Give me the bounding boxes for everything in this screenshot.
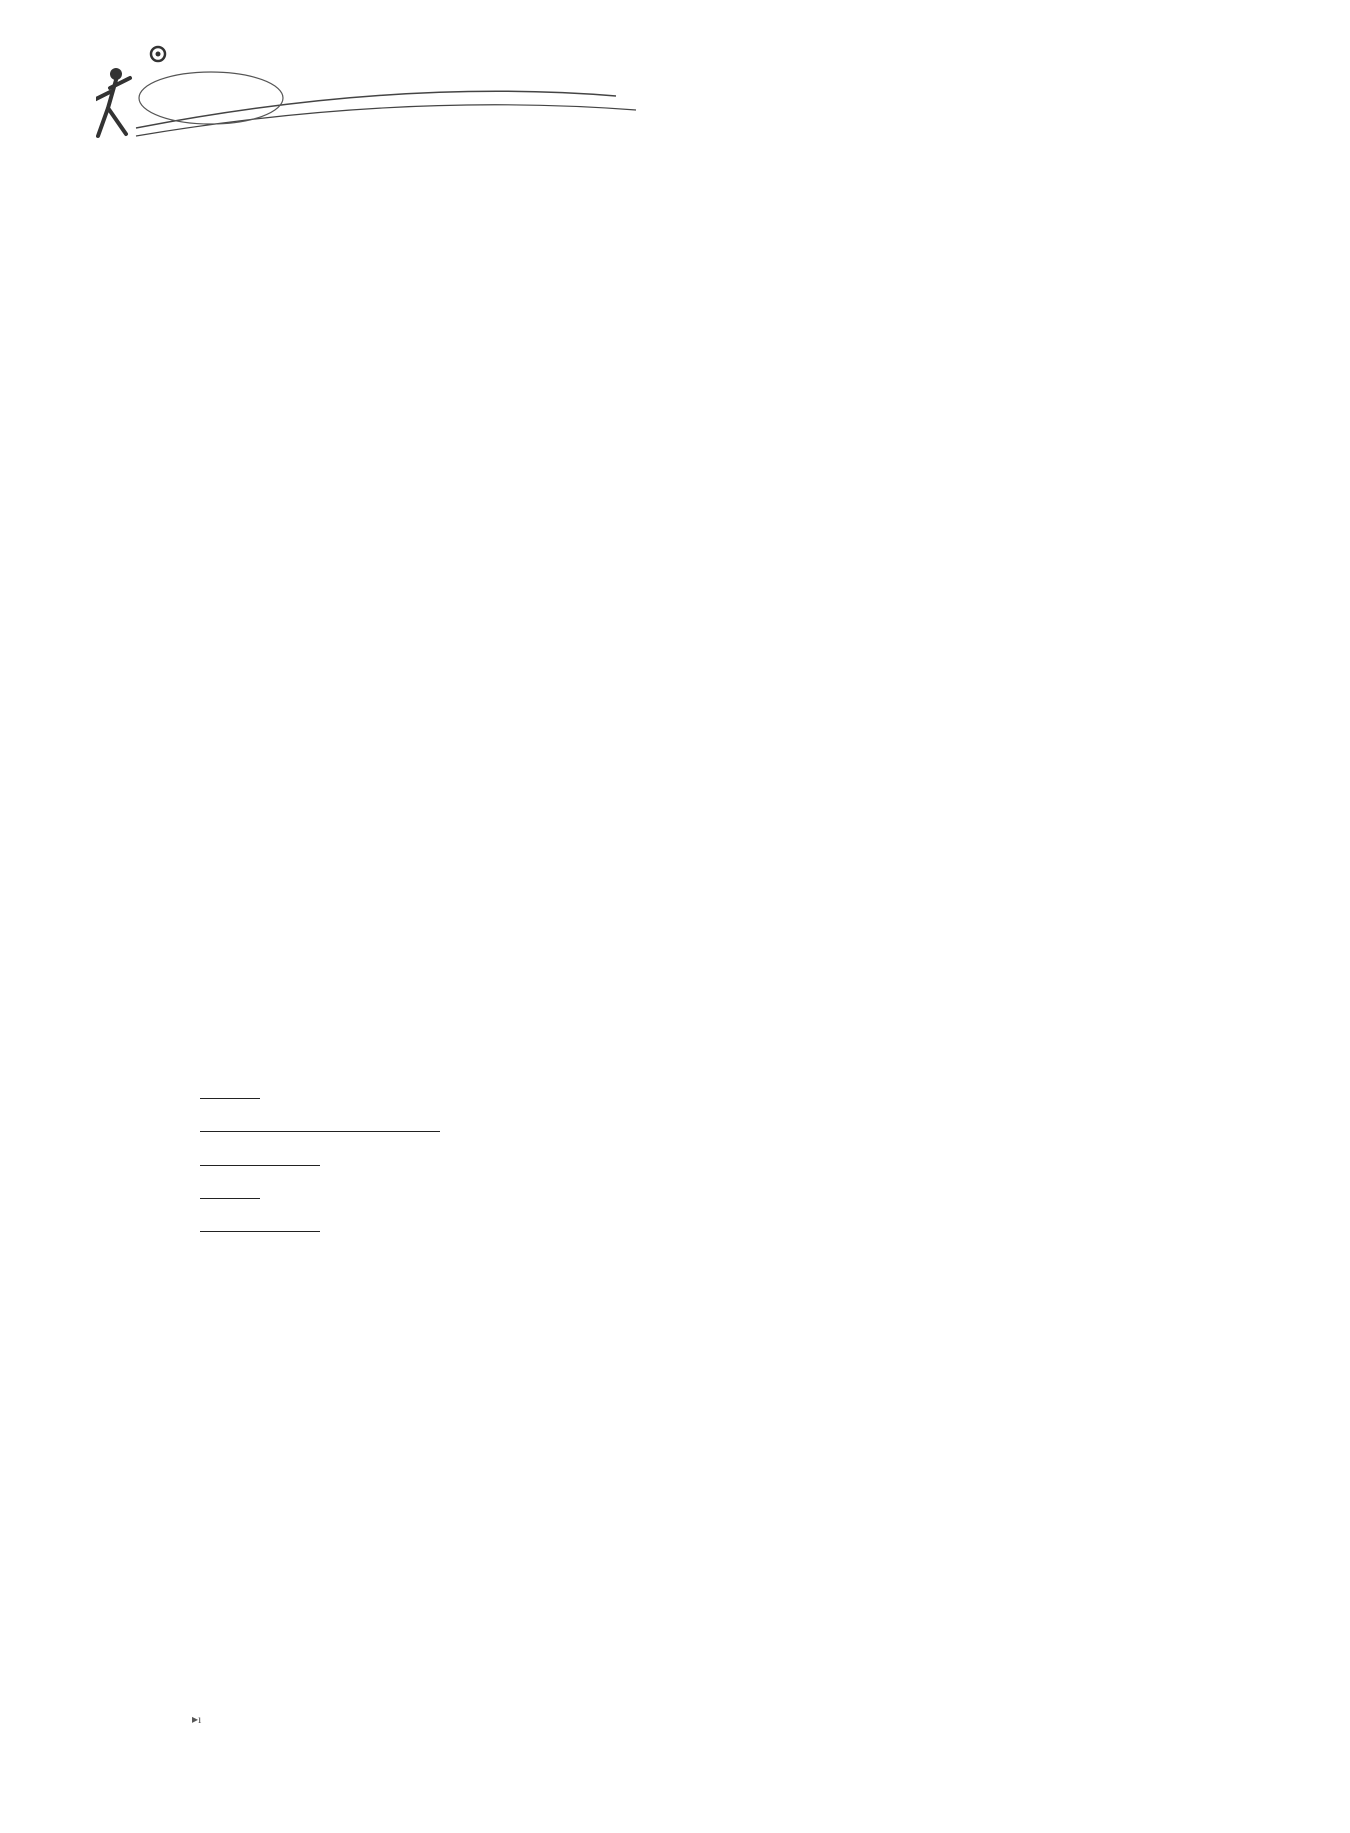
passage-paragraph: [152, 1107, 1170, 1140]
cloze-blank: [260, 1207, 320, 1232]
cloze-blank: [200, 1207, 260, 1232]
cloze-blank: [200, 1107, 260, 1132]
cloze-blank: [320, 1107, 380, 1132]
cloze-blank: [200, 1074, 260, 1099]
passage-paragraph: [152, 1074, 1170, 1107]
cloze-blank: [260, 1141, 320, 1166]
cloze-blank: [200, 1174, 260, 1199]
passage-paragraph: [152, 1141, 1170, 1174]
runner-logo-icon: [96, 38, 656, 150]
cloze-passage: [152, 1074, 1170, 1240]
cloze-blank: [260, 1107, 320, 1132]
passage-paragraph: [152, 1207, 1170, 1240]
passage-paragraph: [152, 1174, 1170, 1207]
header-banner: [96, 38, 656, 150]
cloze-blank: [380, 1107, 440, 1132]
cloze-blank: [200, 1141, 260, 1166]
arrow-icon: ▸ı: [192, 1712, 202, 1726]
